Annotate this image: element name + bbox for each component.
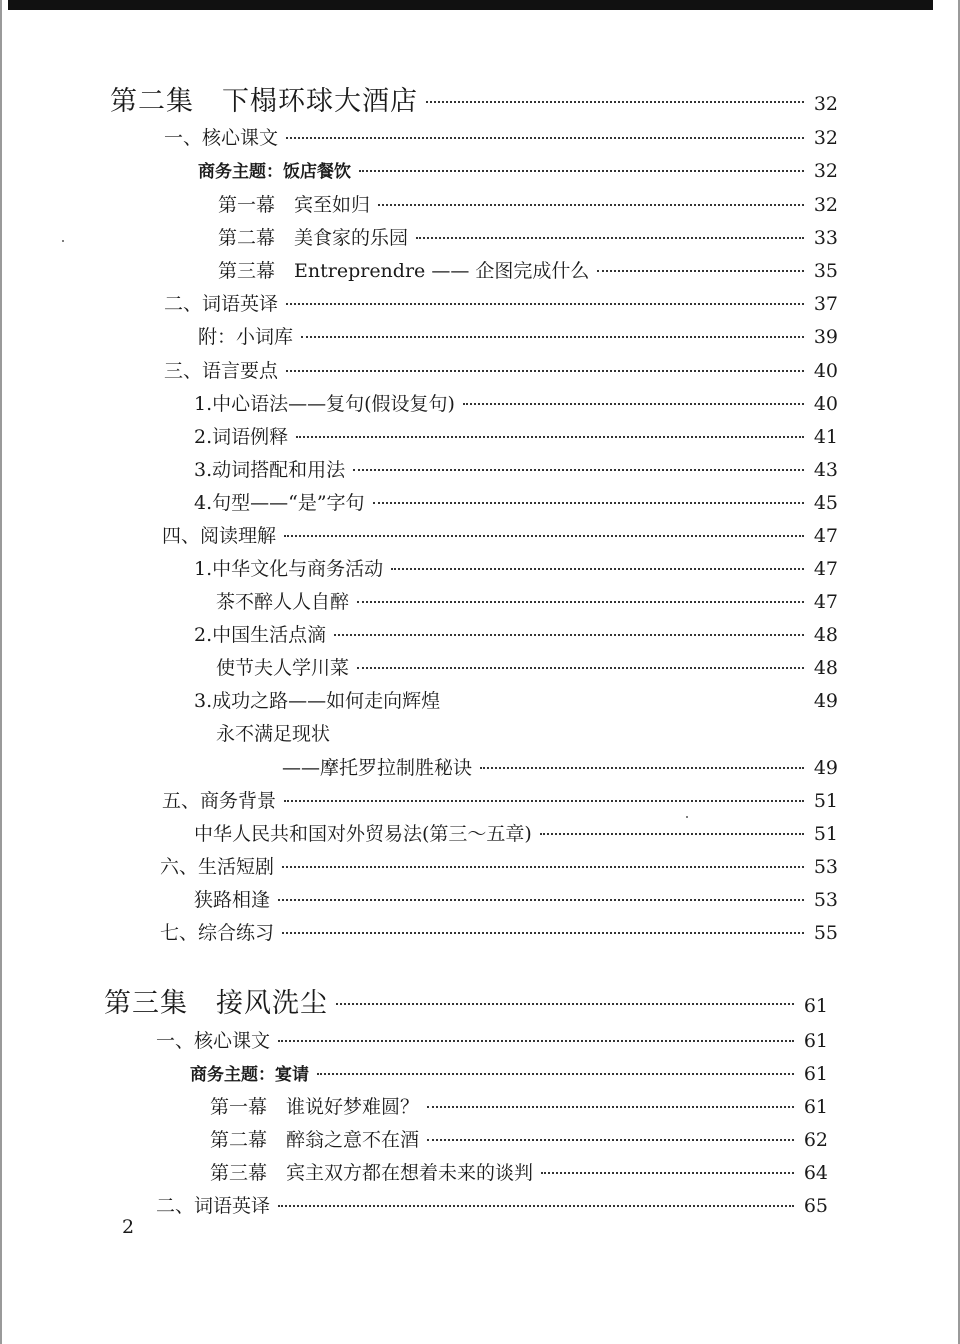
toc-entry-page: 32 <box>813 160 838 182</box>
toc-entry-title: 附：小词库 <box>198 326 294 348</box>
toc-entry-title: 使节夫人学川菜 <box>216 657 350 679</box>
dot-leader <box>359 170 804 172</box>
dot-leader <box>540 833 804 835</box>
toc-entry-title: 第三幕 宾主双方都在想着未来的谈判 <box>210 1162 534 1184</box>
toc-entry-page: 43 <box>813 459 838 481</box>
toc-entry-title: 茶不醉人人自醉 <box>216 591 350 613</box>
toc-entry <box>194 822 838 846</box>
toc-entry-title: 商务主题：饭店餐饮 <box>198 162 351 182</box>
toc-entry-page: 51 <box>813 790 838 812</box>
toc-entry-page: 40 <box>813 393 838 415</box>
toc-entry <box>162 789 838 813</box>
dot-leader <box>284 535 804 537</box>
toc-entry <box>164 126 838 150</box>
toc-entry-title: 3.动词搭配和用法 <box>194 459 346 481</box>
toc-entry-title: 五、商务背景 <box>162 790 277 812</box>
toc-entry-title: 七、综合练习 <box>160 922 275 944</box>
toc-entry <box>194 425 838 449</box>
toc-entry <box>218 226 838 250</box>
dot-leader <box>301 336 804 338</box>
toc-entry <box>194 623 838 647</box>
dot-leader <box>278 1040 794 1042</box>
dot-leader <box>286 370 804 372</box>
toc-entry-title: 商务主题：宴请 <box>190 1065 309 1085</box>
toc-entry-title: 三、语言要点 <box>164 360 279 382</box>
toc-entry-page: 53 <box>813 856 838 878</box>
toc-entry <box>218 259 838 283</box>
toc-entry-page: 39 <box>813 326 838 348</box>
toc-entry-page: 47 <box>813 525 838 547</box>
toc-section-heading <box>110 86 838 120</box>
toc-entry <box>194 392 838 416</box>
toc-entry-page: 61 <box>803 995 828 1017</box>
toc-entry-page: 47 <box>813 558 838 580</box>
toc-entry <box>218 193 838 217</box>
toc-entry-title: 1.中华文化与商务活动 <box>194 558 384 580</box>
toc-entry <box>194 888 838 912</box>
toc-entry-page: 61 <box>803 1030 828 1052</box>
toc-entry-page: 48 <box>813 624 838 646</box>
dot-leader <box>357 601 804 603</box>
dot-leader <box>286 303 804 305</box>
toc-entry-page: 32 <box>813 93 838 115</box>
page-number: 2 <box>122 1216 135 1238</box>
dot-leader <box>336 1003 794 1005</box>
toc-entry <box>164 292 838 316</box>
toc-entry-title: 2.中国生活点滴 <box>194 624 327 646</box>
toc-entry <box>282 756 838 780</box>
toc-entry-title: 一、核心课文 <box>156 1030 271 1052</box>
dot-leader <box>334 634 804 636</box>
toc-entry-title: 二、词语英译 <box>156 1195 271 1217</box>
dot-leader <box>427 1106 794 1108</box>
toc-entry-title: 第三幕 Entreprendre —— 企图完成什么 <box>218 260 590 282</box>
toc-entry <box>162 524 838 548</box>
dot-leader <box>357 667 804 669</box>
toc-entry-title: 狭路相逢 <box>194 889 271 911</box>
toc-entry <box>194 557 838 581</box>
toc-entry-page: 51 <box>813 823 838 845</box>
dot-leader <box>284 800 804 802</box>
dot-leader <box>317 1073 794 1075</box>
page-left-edge <box>0 0 2 1344</box>
toc-entry-page: 61 <box>803 1063 828 1085</box>
toc-entry <box>156 1194 828 1218</box>
toc-entry-page: 33 <box>813 227 838 249</box>
toc-entry-title: 第一幕 谁说好梦难圆？ <box>210 1096 420 1118</box>
toc-entry-title: 二、词语英译 <box>164 293 279 315</box>
toc-entry-page: 40 <box>813 360 838 382</box>
toc-entry-page: 61 <box>803 1096 828 1118</box>
toc-entry-title: 一、核心课文 <box>164 127 279 149</box>
toc-entry-page: 45 <box>813 492 838 514</box>
scan-speck <box>62 240 64 242</box>
toc-entry-title: 2.词语例释 <box>194 426 289 448</box>
dot-leader <box>426 101 804 103</box>
toc-entry-title-continued: 永不满足现状 <box>216 723 331 745</box>
toc-entry-theme <box>198 159 838 184</box>
toc-entry <box>194 491 838 515</box>
dot-leader <box>391 568 804 570</box>
toc-entry-title: 第三集 接风洗尘 <box>104 988 328 1019</box>
dot-leader <box>278 899 804 901</box>
toc-entry <box>164 359 838 383</box>
toc-entry-theme <box>190 1062 828 1087</box>
dot-leader <box>282 866 804 868</box>
dot-leader <box>597 270 804 272</box>
toc-entry <box>160 855 838 879</box>
toc-entry <box>198 325 838 349</box>
dot-leader <box>278 1205 794 1207</box>
toc-entry <box>194 689 838 713</box>
toc-entry-page: 35 <box>813 260 838 282</box>
toc-entry <box>210 1161 828 1185</box>
toc-entry-page: 37 <box>813 293 838 315</box>
dot-leader <box>353 469 804 471</box>
toc-entry <box>160 921 838 945</box>
dot-leader <box>463 403 804 405</box>
toc-entry-title: ——摩托罗拉制胜秘诀 <box>282 757 473 779</box>
toc-section-heading <box>104 988 828 1022</box>
page-top-border <box>8 0 933 10</box>
toc-entry-title: 第二幕 美食家的乐园 <box>218 227 409 249</box>
toc-entry <box>156 1029 828 1053</box>
toc-entry-title: 六、生活短剧 <box>160 856 275 878</box>
dot-leader <box>286 137 804 139</box>
toc-entry-page: 62 <box>803 1129 828 1151</box>
toc-entry-title: 第二幕 醉翁之意不在酒 <box>210 1129 420 1151</box>
toc-entry <box>210 1095 828 1119</box>
toc-entry-page: 49 <box>813 690 838 712</box>
dot-leader <box>296 436 804 438</box>
toc-entry-page: 65 <box>803 1195 828 1217</box>
toc-entry <box>216 590 838 614</box>
toc-entry-page: 55 <box>813 922 838 944</box>
toc-entry-title: 四、阅读理解 <box>162 525 277 547</box>
toc-entry-page: 49 <box>813 757 838 779</box>
scan-speck <box>686 816 688 818</box>
dot-leader <box>282 932 804 934</box>
toc-entry-page: 53 <box>813 889 838 911</box>
toc-entry-title: 3.成功之路——如何走向辉煌 <box>194 690 441 712</box>
toc-entry-page: 47 <box>813 591 838 613</box>
toc-entry-page: 32 <box>813 127 838 149</box>
dot-leader <box>480 767 804 769</box>
dot-leader <box>427 1139 794 1141</box>
toc-entry-title: 第二集 下榻环球大酒店 <box>110 86 418 117</box>
toc-entry-page: 32 <box>813 194 838 216</box>
toc-entry-page: 48 <box>813 657 838 679</box>
toc-entry <box>216 656 838 680</box>
toc-entry-title: 1.中心语法——复句(假设复句) <box>194 393 455 415</box>
toc-entry-title: 中华人民共和国对外贸易法(第三～五章) <box>194 823 532 845</box>
toc-entry-title: 4.句型——“是”字句 <box>194 492 365 514</box>
toc-entry-page: 41 <box>813 426 838 448</box>
dot-leader <box>541 1172 794 1174</box>
toc-entry-page: 64 <box>803 1162 828 1184</box>
toc-entry-title: 第一幕 宾至如归 <box>218 194 371 216</box>
toc-entry <box>194 458 838 482</box>
toc-entry <box>210 1128 828 1152</box>
dot-leader <box>373 502 804 504</box>
dot-leader <box>416 237 804 239</box>
dot-leader <box>378 204 804 206</box>
